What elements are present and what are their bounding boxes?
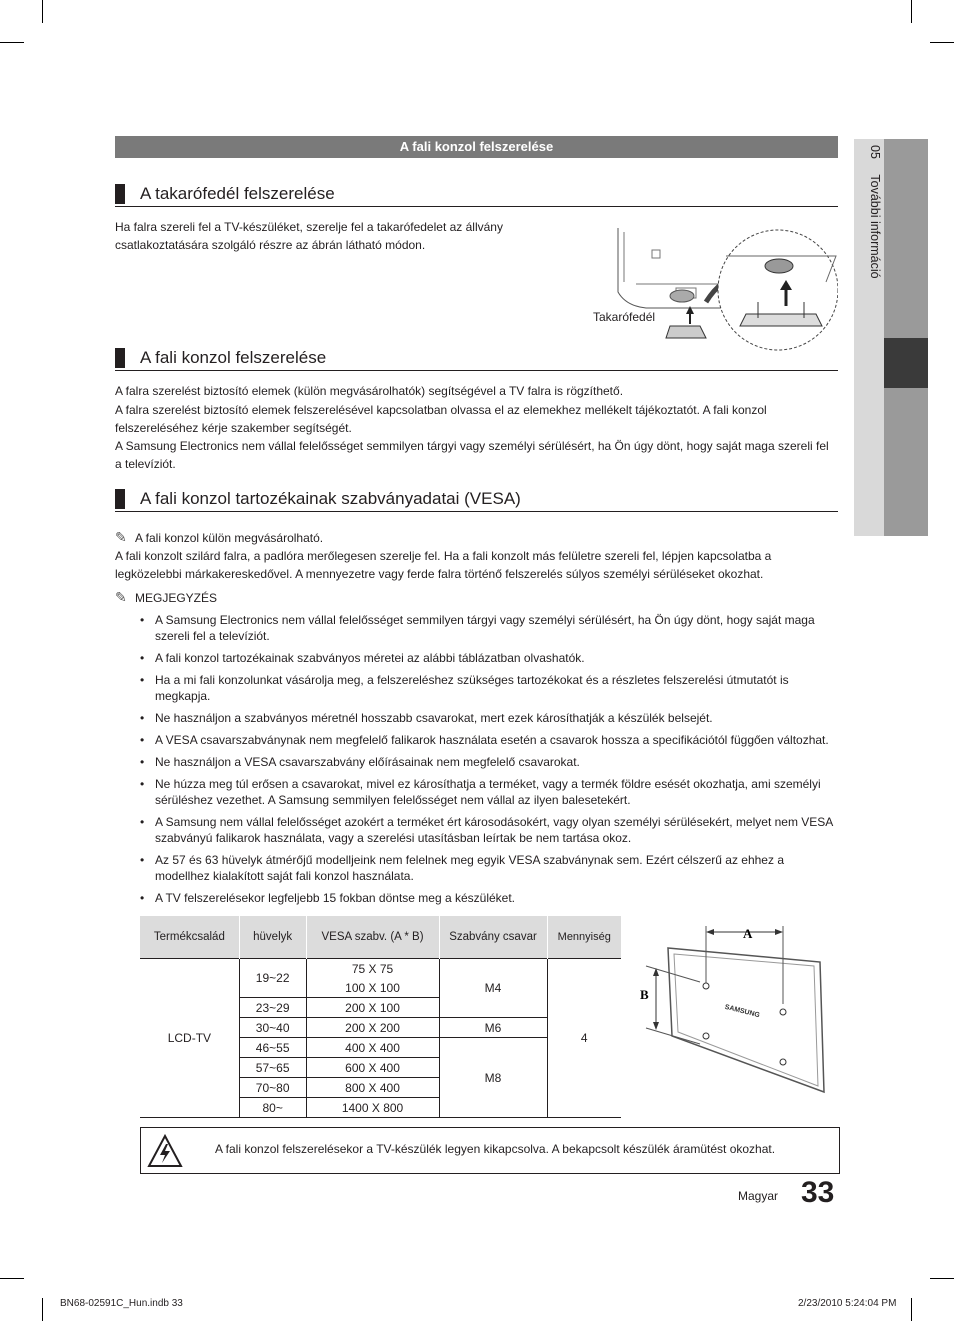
- table-cell: 75 X 75: [306, 959, 439, 979]
- table-cell: 70~80: [239, 1078, 306, 1098]
- table-cell: 200 X 200: [306, 1018, 439, 1038]
- side-tab-label: [868, 145, 882, 279]
- table-header-row: [140, 916, 621, 959]
- mount-paragraph: A falra szerelést biztosító elemek (külön megvásárolhatók) segítségével a TV falra is rögzíthető.: [115, 384, 624, 398]
- table-cell: M8: [439, 1038, 547, 1118]
- list-item: • A fali konzol tartozékainak szabványos méretei az alábbi táblázatban olvashatók.: [140, 650, 840, 666]
- section-heading-cover: [115, 184, 838, 207]
- side-tab-band: [884, 388, 928, 536]
- label-b: B: [640, 987, 649, 1002]
- vesa-diagram: [628, 916, 840, 1106]
- footer-language: Magyar: [738, 1189, 779, 1203]
- crop-mark: [0, 1278, 24, 1279]
- crop-mark: [911, 0, 912, 23]
- cover-text: Ha falra szereli fel a TV-készüléket, szerelje fel a takarófedelet az állvány csatlakoztatására szolgáló részre az ábrán látható módon.: [115, 220, 503, 252]
- list-item: • A Samsung Electronics nem vállal felelősséget semmilyen tárgyi vagy személyi sérülésért, ha Ön úgy dönt, hogy saját maga szereli fel a televíziót.: [140, 612, 840, 644]
- column-header: Szabvány csavar: [439, 916, 547, 959]
- note-heading: MEGJEGYZÉS: [135, 591, 218, 605]
- side-tab-marker: [884, 338, 928, 388]
- side-tab-band: [884, 139, 928, 338]
- pencil-icon: ✎: [115, 529, 127, 545]
- table-row: [140, 959, 621, 979]
- mount-paragraph: A falra szerelést biztosító elemek felszerelésével kapcsolatban olvassa el az elemekhez mellékelt tájékoztatót. A fali konzol felszereléséhez kérje szakember segítségét.: [115, 403, 767, 435]
- crop-mark: [930, 1278, 954, 1279]
- section-title: A takarófedél felszerelése: [140, 184, 335, 203]
- warning-box: [140, 1127, 840, 1174]
- table-cell: 80~: [239, 1098, 306, 1118]
- brand-logo: SAMSUNG: [723, 1003, 761, 1020]
- table-cell: 800 X 400: [306, 1078, 439, 1098]
- vesa-table: [140, 916, 621, 1118]
- list-item: • A Samsung nem vállal felelősséget azokért a terméket ért károsodásokért, vagy olyan személyi sérülésekért, melyet nem VESA szabványú falikarok használata, vagy a szerelési utasításban leírtak be nem tartása okoz.: [140, 814, 840, 846]
- section-title: A fali konzol felszerelése: [140, 348, 327, 367]
- table-cell: 600 X 400: [306, 1058, 439, 1078]
- column-header: Termékcsalád: [140, 916, 239, 959]
- crop-mark: [42, 0, 43, 23]
- list-item: • A TV felszerelésekor legfeljebb 15 fokban döntse meg a készüléket.: [140, 890, 840, 906]
- list-item: • Az 57 és 63 hüvelyk átmérőjű modelljeink nem felelnek meg egyik VESA szabványnak sem. Ezért célszerű az ehhez a modellhez kialakított saját fali konzol használata.: [140, 852, 840, 884]
- note-bullet-list: [140, 612, 840, 906]
- table-cell-family: LCD-TV: [140, 959, 239, 1118]
- electric-shock-warning-icon: [147, 1134, 183, 1168]
- list-item: • A VESA csavarszabványnak nem megfelelő falikarok használata esetén a csavarok hossza a specifikációtól függően változhat.: [140, 732, 840, 748]
- figure-label: Takarófedél: [593, 310, 656, 324]
- page-header: A fali konzol felszerelése: [115, 136, 838, 158]
- column-header: VESA szabv. (A * B): [306, 916, 439, 959]
- column-header: Mennyiség: [547, 916, 621, 959]
- mount-paragraph: A Samsung Electronics nem vállal felelősséget semmilyen tárgyi vagy személyi sérülésért, ha Ön úgy dönt, hogy saját maga szereli fel a televíziót.: [115, 439, 829, 471]
- table-cell: 30~40: [239, 1018, 306, 1038]
- crop-mark: [911, 1298, 912, 1321]
- table-cell: 200 X 100: [306, 998, 439, 1018]
- chapter-number: 05: [868, 145, 882, 159]
- table-cell: 1400 X 800: [306, 1098, 439, 1118]
- vesa-paragraph: A fali konzolt szilárd falra, a padlóra merőlegesen szerelje fel. Ha a fali konzolt más felületre szereli fel, lépjen kapcsolatba a legközelebbi márkakereskedővel. A mennyezetre vagy ferde falra történő felszerelés súlyos személyi sérüléseket okozhat.: [115, 549, 772, 581]
- crop-mark: [0, 42, 24, 43]
- print-file-info: BN68-02591C_Hun.indb 33: [60, 1298, 183, 1309]
- note-line: [115, 528, 323, 547]
- section-title: A fali konzol tartozékainak szabványadatai (VESA): [140, 489, 521, 508]
- cover-illustration: [586, 222, 838, 354]
- table-cell: 46~55: [239, 1038, 306, 1058]
- table-cell: 57~65: [239, 1058, 306, 1078]
- section-heading-vesa: [115, 489, 838, 512]
- list-item: • Ne húzza meg túl erősen a csavarokat, mivel ez károsíthatja a terméket, vagy a termék földre esését okozhatja, ami személyi sérüléshez vezethet. A Samsung semmilyen felelősséget nem vállal az ilyen balesetekért.: [140, 776, 840, 808]
- section-heading-mount: [115, 348, 838, 371]
- crop-mark: [930, 42, 954, 43]
- note-text: A fali konzol külön megvásárolható.: [135, 531, 324, 545]
- list-item: • Ne használjon a szabványos méretnél hosszabb csavarokat, mert ezek károsíthatják a készülék belsejét.: [140, 710, 840, 726]
- table-cell: 19~22: [239, 959, 306, 998]
- column-header: hüvelyk: [239, 916, 306, 959]
- warning-text: A fali konzol felszerelésekor a TV-készülék legyen kikapcsolva. A bekapcsolt készülék áramütést okozhat.: [215, 1142, 776, 1156]
- chapter-title: További információ: [868, 174, 882, 279]
- table-cell: M6: [439, 1018, 547, 1038]
- table-cell: M4: [439, 959, 547, 1018]
- crop-mark: [42, 1298, 43, 1321]
- table-cell-quantity: 4: [547, 959, 621, 1118]
- print-datetime: 2/23/2010 5:24:04 PM: [798, 1298, 897, 1309]
- list-item: • Ne használjon a VESA csavarszabvány előírásainak nem megfelelő csavarokat.: [140, 754, 840, 770]
- pencil-icon: ✎: [115, 589, 127, 605]
- table-cell: 100 X 100: [306, 978, 439, 998]
- table-cell: 23~29: [239, 998, 306, 1018]
- table-cell: 400 X 400: [306, 1038, 439, 1058]
- page-number: 33: [801, 1176, 835, 1209]
- list-item: • Ha a mi fali konzolunkat vásárolja meg, a felszereléshez szükséges tartozékokat és a részletes felszerelési útmutatót is megkapja.: [140, 672, 840, 704]
- note-heading-line: [115, 588, 217, 607]
- label-a: A: [743, 926, 753, 941]
